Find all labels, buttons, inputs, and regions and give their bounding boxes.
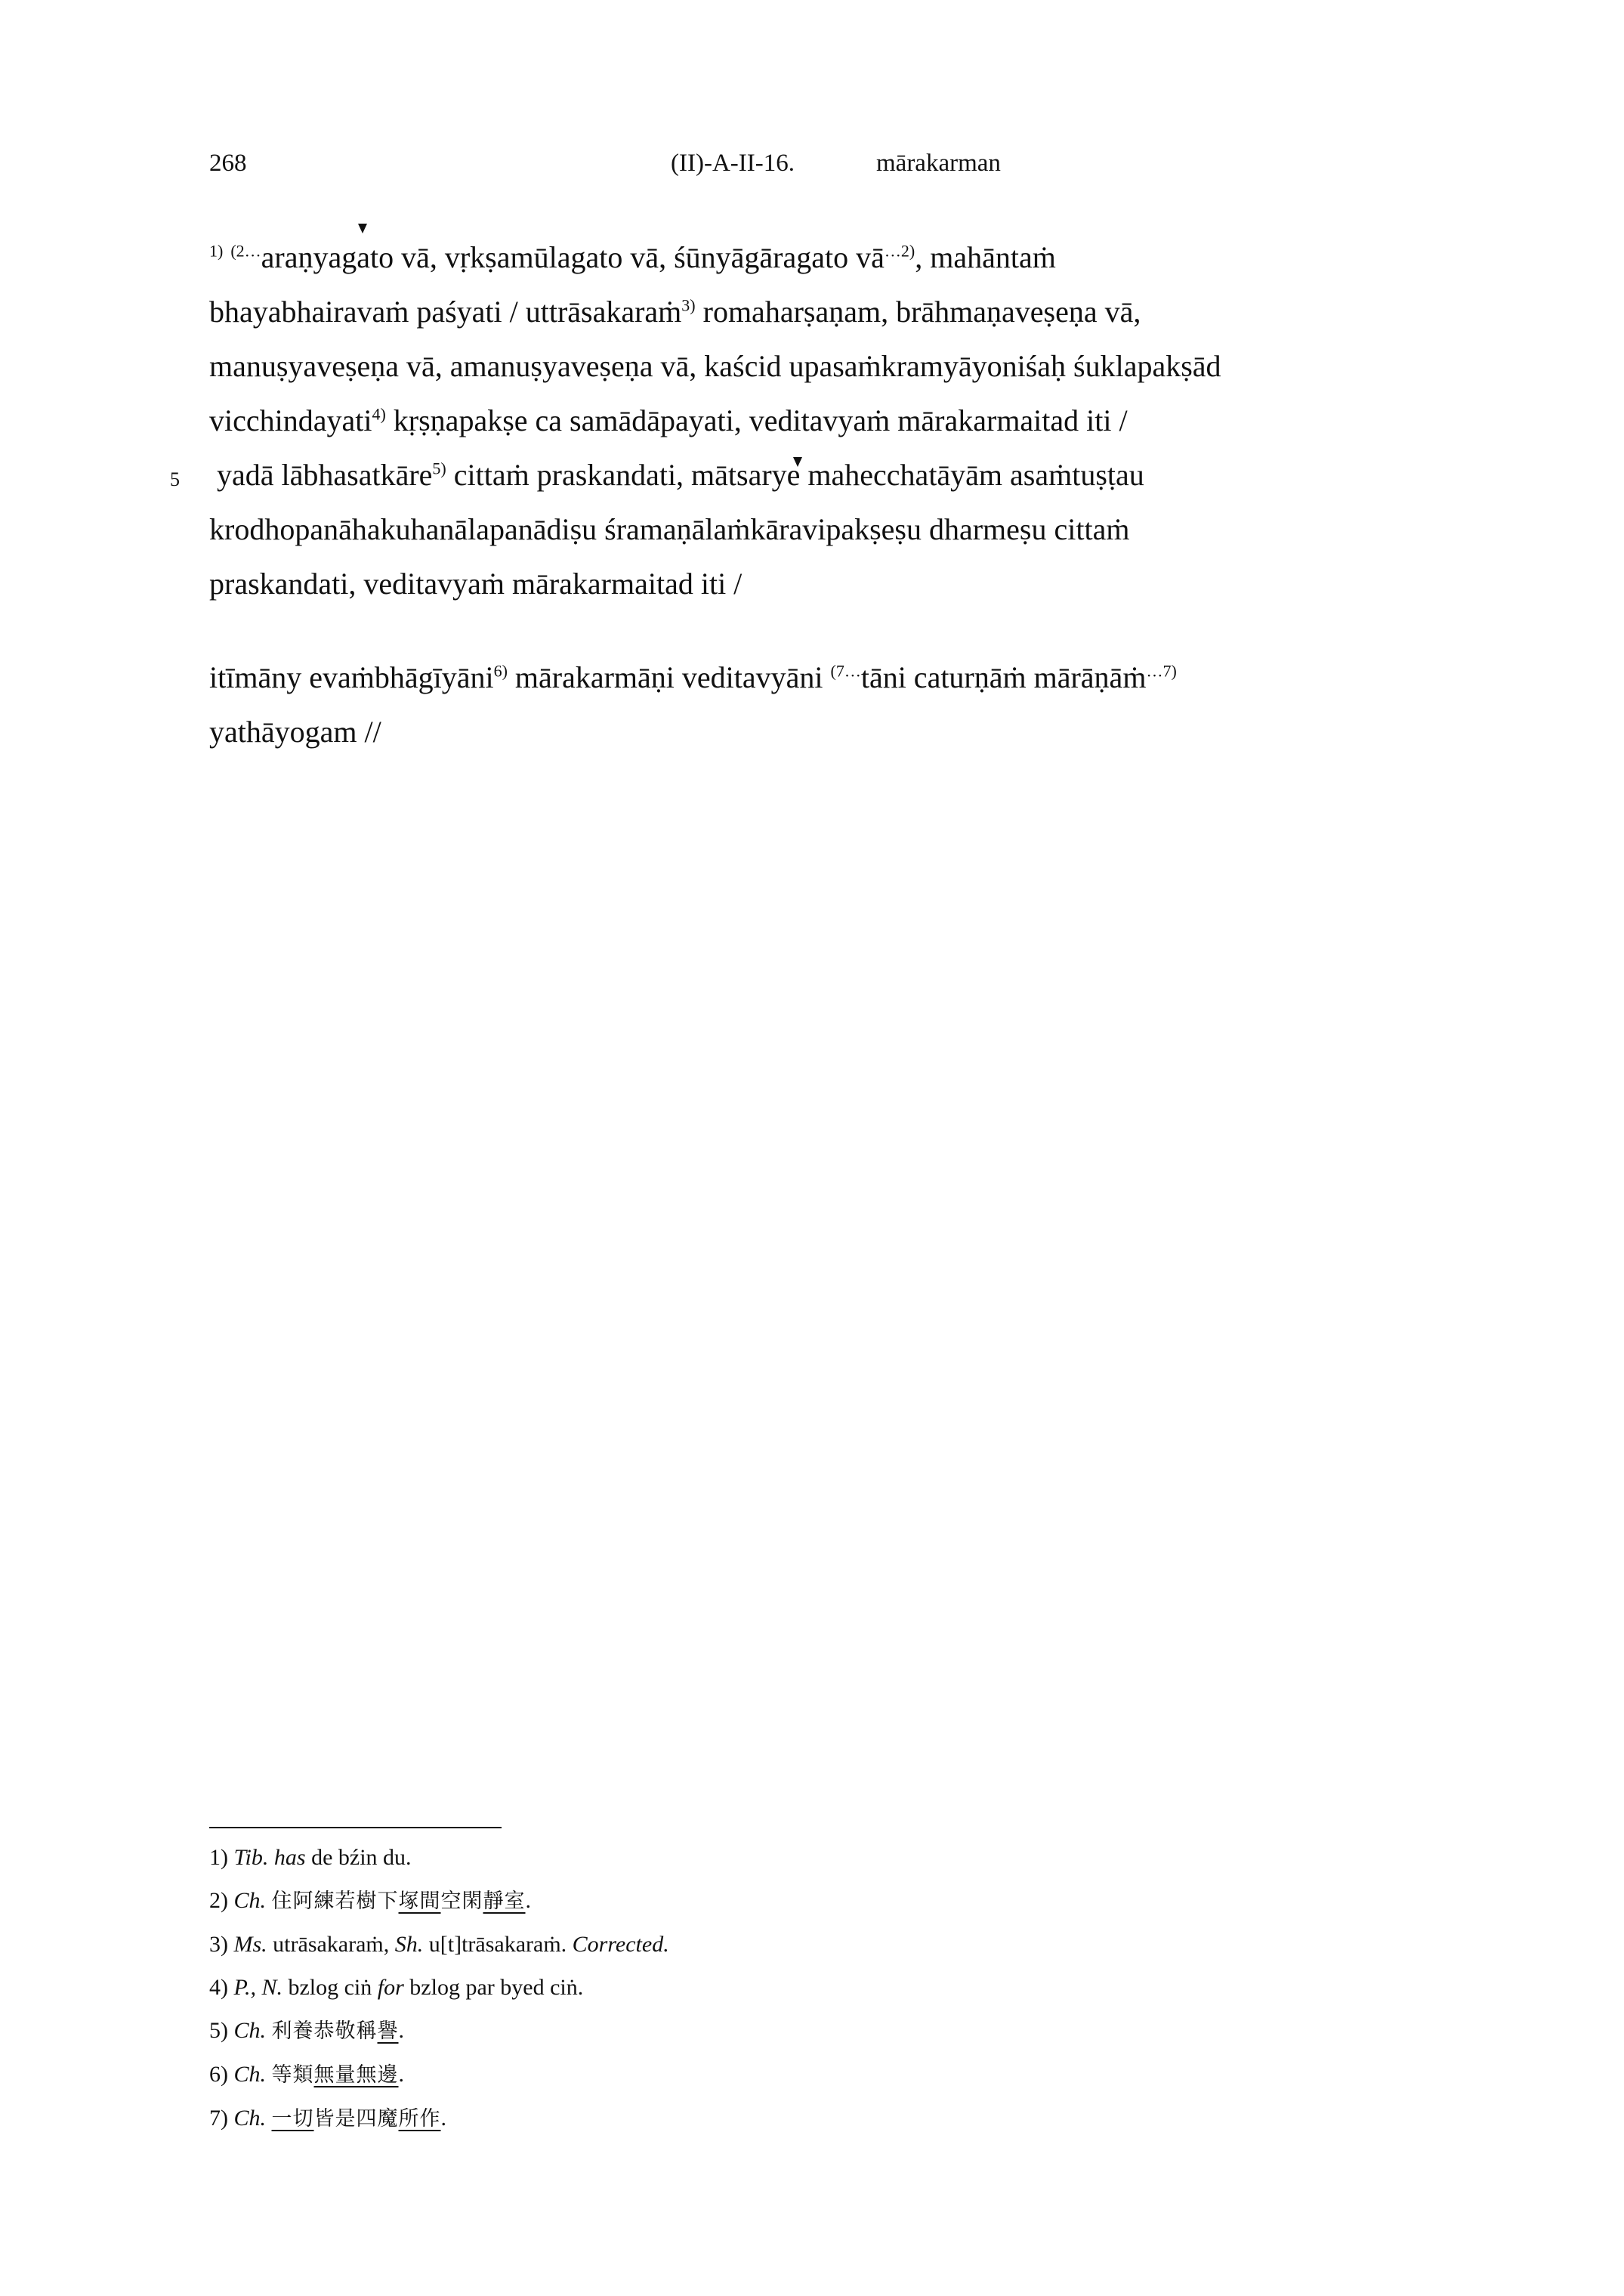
text-span: kṛṣṇapakṣe ca samādāpayati, veditavyaṁ mārakarmaitad iti / xyxy=(385,403,1128,437)
footnote xyxy=(209,2053,669,2097)
footnote-number: 4) xyxy=(209,1975,228,2000)
cjk-underlined: 塚間 xyxy=(398,1890,441,1913)
footnote-text: de bźin du. xyxy=(305,1845,412,1870)
footnote-text: bzlog par byed ciṅ. xyxy=(403,1975,584,2000)
text-line xyxy=(209,650,1463,705)
footnote-source: Tib. xyxy=(233,1845,269,1870)
text-span: yadā lābhasatkāre xyxy=(217,458,433,492)
footnote xyxy=(209,2009,669,2053)
paragraph-gap xyxy=(209,611,1463,650)
footnote-number: 1) xyxy=(209,1845,228,1870)
footnote-source: Sh. xyxy=(394,1932,424,1957)
text-line xyxy=(209,705,1463,759)
text-line xyxy=(209,285,1463,339)
cjk-underlined: 無邊 xyxy=(356,2063,399,2087)
footnote-source: Ch. xyxy=(233,2018,267,2043)
text-span: tāni caturṇāṁ mārāṇāṁ xyxy=(860,660,1147,694)
footnote-source: Ms. xyxy=(233,1932,267,1957)
text-span: yathāyogam // xyxy=(209,715,381,749)
text-line xyxy=(170,448,1463,502)
footnote-number: 3) xyxy=(209,1932,228,1957)
text-span: mārakarmāṇi veditavyāni xyxy=(507,660,831,694)
text-span: manuṣyaveṣeṇa vā, amanuṣyaveṣeṇa vā, kaścid upasaṁkramyāyoniśaḥ śuklapakṣād xyxy=(209,349,1221,383)
note-ref: …2) xyxy=(884,241,915,261)
note-ref: (7… xyxy=(830,661,861,681)
footnote-text: . xyxy=(525,1888,532,1913)
footnote-divider xyxy=(209,1827,502,1828)
footnote-text: bzlog ciṅ xyxy=(282,1975,378,2000)
note-ref: 5) xyxy=(432,459,446,478)
cjk-text xyxy=(272,1890,526,1913)
main-text xyxy=(170,230,1463,759)
text-span: praskandati, veditavyaṁ mārakarmaitad iti / xyxy=(209,567,743,601)
cjk-underlined: 靜室 xyxy=(483,1890,526,1913)
page-number: 268 xyxy=(209,150,247,177)
footnote xyxy=(209,1836,669,1879)
cjk-span: 皆是四魔 xyxy=(313,2107,399,2131)
text-line xyxy=(209,502,1463,557)
text-line xyxy=(209,339,1463,394)
cjk-span: 住阿練若樹下 xyxy=(271,1890,399,1913)
text-span: , mahāntaṁ xyxy=(915,240,1056,274)
cjk-text xyxy=(272,2019,399,2043)
footnote-number: 7) xyxy=(209,2106,228,2131)
text-span: itīmāny evaṁbhāgīyāni xyxy=(209,660,494,694)
footnote-text: . xyxy=(398,2018,405,2043)
footnote-italic: Corrected. xyxy=(572,1932,669,1957)
cjk-underlined: 一切 xyxy=(271,2107,314,2131)
footnote-source: Ch. xyxy=(233,2106,267,2131)
footnote xyxy=(209,1966,669,2009)
footnote-text: . xyxy=(440,2106,447,2131)
footnote-source: Ch. xyxy=(233,2062,267,2087)
footnotes xyxy=(209,1836,669,2140)
running-title: (II)-A-II-16. xyxy=(671,150,795,177)
footnote-italic: has xyxy=(273,1845,306,1870)
footnote xyxy=(209,1923,669,1966)
cjk-text xyxy=(272,2107,441,2131)
page-header xyxy=(0,150,1624,187)
text-line xyxy=(209,394,1463,448)
footnote-source: Ch. xyxy=(233,1888,267,1913)
cjk-span: 空閑 xyxy=(440,1890,483,1913)
text-span: romaharṣaṇam, brāhmaṇaveṣeṇa vā, xyxy=(695,295,1141,329)
footnote-text: u[t]trāsakaraṁ. xyxy=(423,1932,573,1957)
footnote-italic: for xyxy=(377,1975,404,2000)
note-ref: (2… xyxy=(230,241,261,261)
note-ref: 3) xyxy=(681,295,696,315)
note-ref: 1) xyxy=(209,241,224,261)
footnote xyxy=(209,1879,669,1923)
text-span: vicchindayati xyxy=(209,403,372,437)
note-ref: 4) xyxy=(372,404,386,424)
cjk-underlined: 無量 xyxy=(313,2063,357,2087)
footnote-number: 6) xyxy=(209,2062,228,2087)
note-ref: …7) xyxy=(1146,661,1177,681)
footnote-text: utrāsakaraṁ, xyxy=(267,1932,395,1957)
cjk-span: 等類 xyxy=(271,2063,314,2087)
footnote-text: . xyxy=(398,2062,405,2087)
cjk-underlined: 譽 xyxy=(377,2019,399,2043)
line-number: 5 xyxy=(170,468,180,490)
text-line xyxy=(209,230,1463,285)
footnote-source: P., N. xyxy=(233,1975,283,2000)
text-line xyxy=(209,557,1463,611)
text-span: krodhopanāhakuhanālapanādiṣu śramaṇālaṁkāravipakṣeṣu dharmeṣu cittaṁ xyxy=(209,512,1130,546)
note-ref: 6) xyxy=(493,661,508,681)
cjk-underlined: 所作 xyxy=(398,2107,441,2131)
text-span: bhayabhairavaṁ paśyati / uttrāsakaraṁ xyxy=(209,295,682,329)
footnote xyxy=(209,2097,669,2140)
text-span: araṇyagato vā, vṛkṣamūlagato vā, śūnyāgāragato vā xyxy=(261,240,885,274)
cjk-text xyxy=(272,2063,399,2087)
footnote-number: 5) xyxy=(209,2018,228,2043)
text-span: cittaṁ praskandati, mātsarye mahecchatāyām asaṁtuṣṭau xyxy=(446,458,1144,492)
footnote-number: 2) xyxy=(209,1888,228,1913)
running-section-word: mārakarman xyxy=(876,150,1001,177)
cjk-span: 利養恭敬稱 xyxy=(271,2019,378,2043)
